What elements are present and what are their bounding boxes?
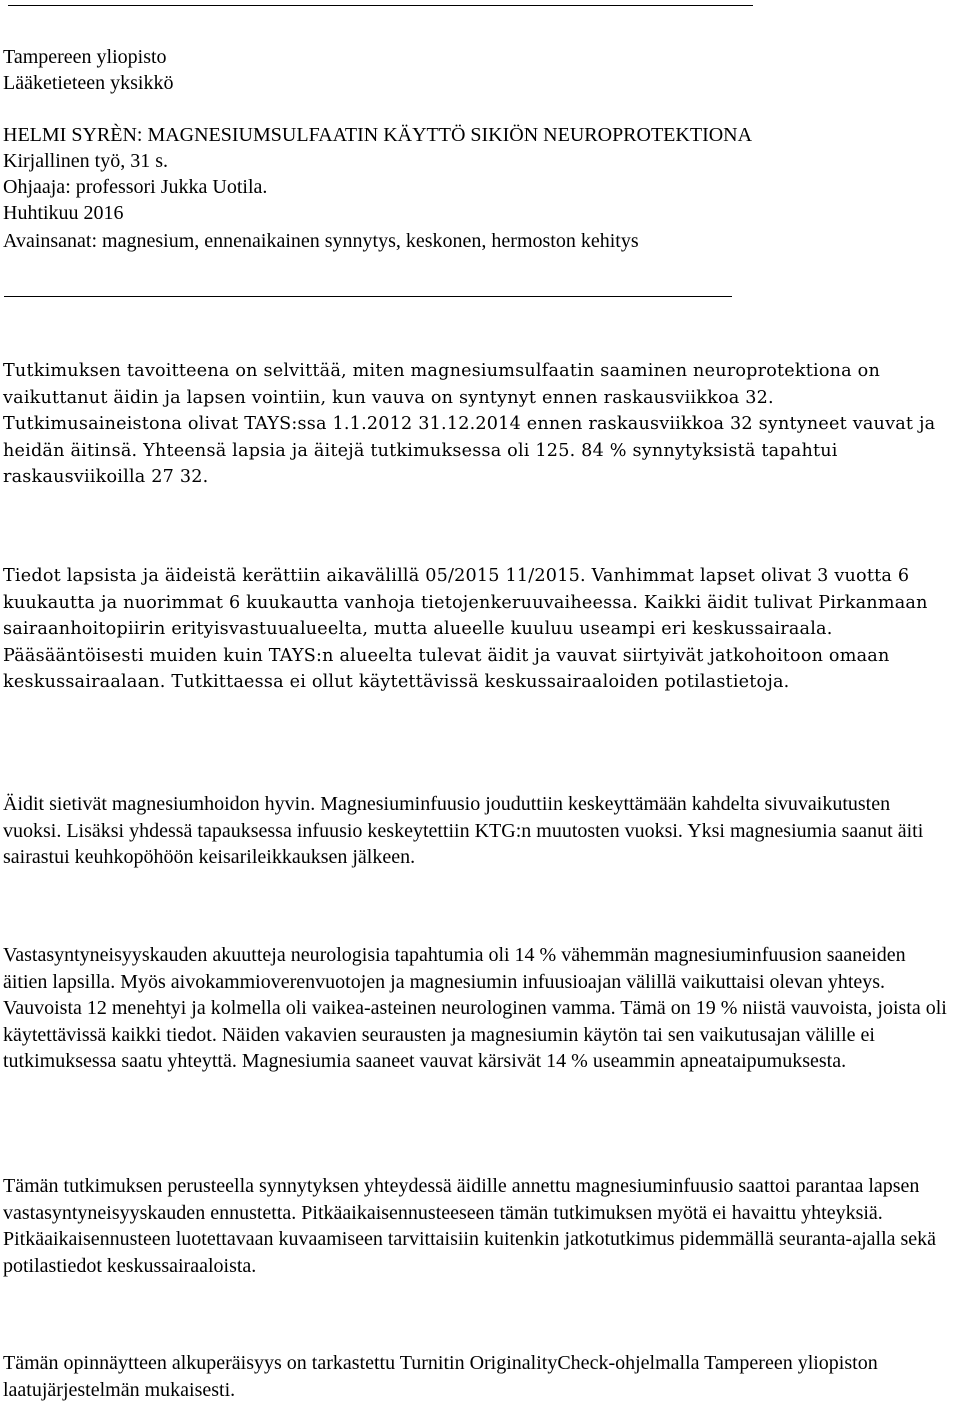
originality-statement: Tämän opinnäytteen alkuperäisyys on tarkastettu Turnitin OriginalityCheck-ohjelmalla Tampereen yliopiston laatujärjestelmän mukaisesti. (3, 1352, 878, 1401)
abstract-paragraph-data: Tiedot lapsista ja äideistä kerättiin aikavälillä 05/2015 11/2015. Vanhimmat lapset olivat 3 vuotta 6 kuukautta ja nuorimmat 6 kuukautta vanhoja tietojenkeruuvaiheessa. Kaikki äidit tulivat Pirkanmaan sairaanhoitopiirin erityisvastuualueelta, mutta alueelle kuuluu useampi eri keskussairaala. Pääsääntöisesti muiden kuin TAYS:n alueelta tulevat äidit ja vauvat siirtyivät jatkohoitoon omaan keskussairaalaan. Tutkittaessa ei ollut käytettävissä keskussairaaloiden potilastietoja. (3, 566, 928, 693)
abstract-paragraph-conclusion: Tämän tutkimuksen perusteella synnytyksen yhteydessä äidille annettu magnesiuminfuusio saattoi parantaa lapsen vastasyntyneisyyskauden ennustetta. Pitkäaikaisennusteeseen tämän tutkimuksen myötä ei havaittu yhteyksiä. Pitkäaikaisennusteen luotettavaan kuvaamiseen tarvittaisiin kuitenkin jatkotutkimus pidemmällä seuranta-ajalla sekä potilastiedot keskussairaaloista. (3, 1175, 937, 1277)
university-name: Tampereen yliopisto (3, 46, 167, 68)
abstract-paragraph-newborns: Vastasyntyneisyyskauden akuutteja neurologisia tapahtumia oli 14 % vähemmän magnesiuminfuusion saaneiden äitien lapsilla. Myös aivokammioverenvuotojen ja magnesiumin infuusioajan välillä vaikuttaisi olevan yhteys. Vauvoista 12 menehtyi ja kolmella oli vaikea-asteinen neurologinen vamma. Tämä on 19 % niistä vauvoista, joista oli käytettävissä kaikki tiedot. Näiden vakavien seurausten ja magnesiumin käytön tai sen vaikutusajan välille ei tutkimuksessa saatu yhteyttä. Magnesiumia saaneet vauvat kärsivät 14 % useammin apneataipumuksesta. (3, 944, 947, 1073)
top-divider (8, 5, 753, 6)
thesis-keywords: Avainsanat: magnesium, ennenaikainen synnytys, keskonen, hermoston kehitys (3, 230, 639, 252)
abstract-paragraph-aim: Tutkimuksen tavoitteena on selvittää, miten magnesiumsulfaatin saaminen neuroprotektiona on vaikuttanut äidin ja lapsen vointiin, kun vauva on syntynyt ennen raskausviikkoa 32. Tutkimusaineistona olivat TAYS:ssa 1.1.2012 31.12.2014 ennen raskausviikkoa 32 syntyneet vauvat ja heidän äitinsä. Yhteensä lapsia ja äitejä tutkimuksessa oli 125. 84 % synnytyksistä tapahtui raskausviikoilla 27 32. (3, 361, 936, 488)
unit-name: Lääketieteen yksikkö (3, 72, 174, 94)
thesis-type: Kirjallinen työ, 31 s. (3, 150, 168, 172)
section-divider (4, 296, 732, 297)
thesis-supervisor: Ohjaaja: professori Jukka Uotila. (3, 176, 268, 198)
thesis-title: HELMI SYRÈN: MAGNESIUMSULFAATIN KÄYTTÖ SIKIÖN NEUROPROTEKTIONA (3, 124, 753, 146)
abstract-paragraph-mothers: Äidit sietivät magnesiumhoidon hyvin. Magnesiuminfuusio jouduttiin keskeyttämään kahdelta sivuvaikutusten vuoksi. Lisäksi yhdessä tapauksessa infuusio keskeytettiin KTG:n muutosten vuoksi. Yksi magnesiumia saanut äiti sairastui keuhkopöhöön keisarileikkauksen jälkeen. (3, 793, 924, 869)
thesis-date: Huhtikuu 2016 (3, 202, 124, 224)
